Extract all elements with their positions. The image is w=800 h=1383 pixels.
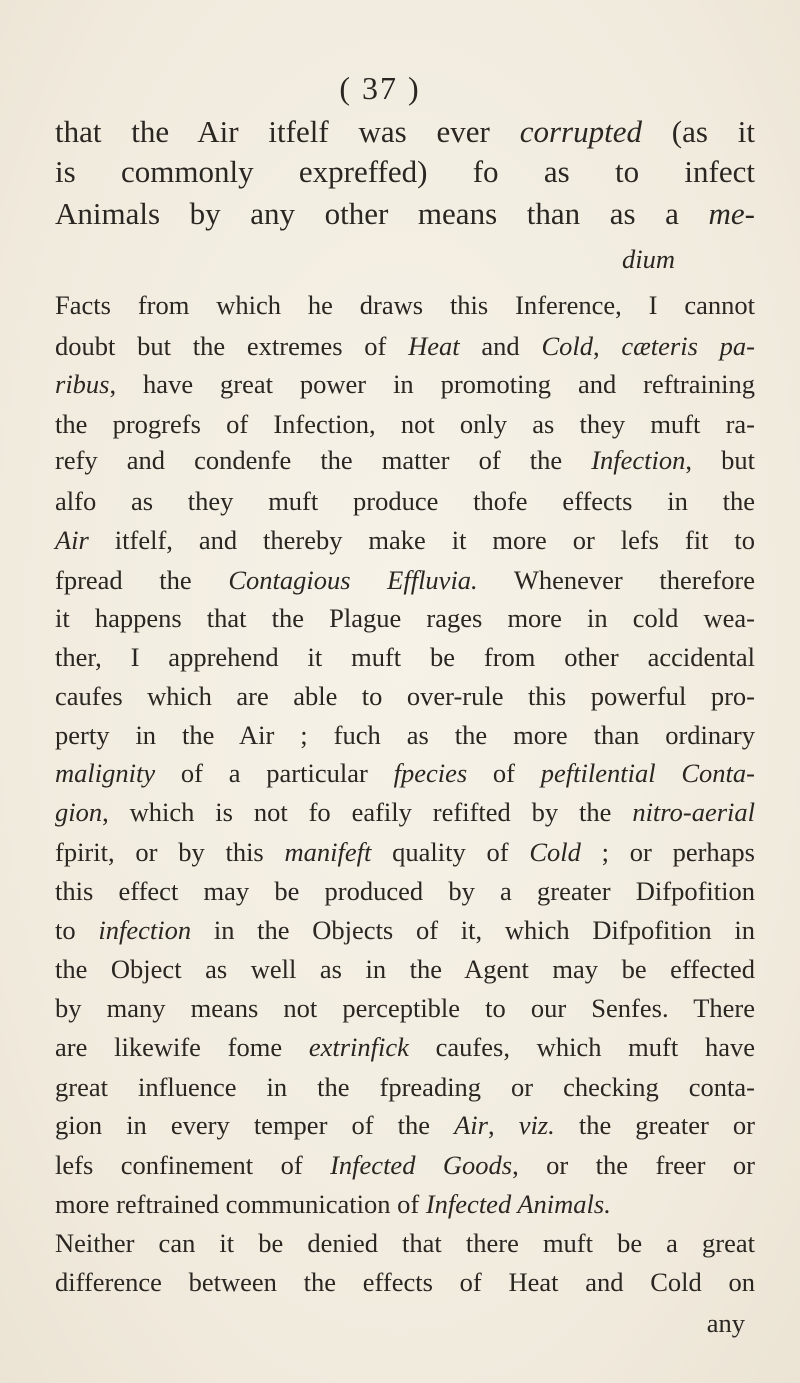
italic-segment: Cold xyxy=(541,331,593,361)
text-segment: doubt but the extremes of xyxy=(55,331,409,361)
text-line xyxy=(55,481,755,521)
text-line xyxy=(55,949,755,989)
text-line xyxy=(55,871,755,911)
italic-segment: Infected Goods xyxy=(330,1150,513,1180)
text-line xyxy=(55,326,755,366)
text-segment: ; or perhaps xyxy=(580,837,755,867)
text-segment: the progrefs of Infection, not only as they muft ra- xyxy=(55,409,755,439)
italic-segment: Air xyxy=(454,1110,488,1140)
text-segment: it happens that the Plague rages more in cold wea- xyxy=(55,603,755,633)
text-segment: more reftrained communication of xyxy=(55,1189,426,1219)
text-segment: caufes, which muft have xyxy=(408,1032,755,1062)
text-segment: , have great power in promoting and reftraining xyxy=(109,369,755,399)
text-segment: this effect may be produced by a greater Difpofition xyxy=(55,876,755,906)
text-segment: lefs confinement of xyxy=(55,1150,331,1180)
italic-segment: dium xyxy=(622,244,675,274)
italic-segment: Heat xyxy=(408,331,460,361)
text-segment: and xyxy=(459,331,542,361)
italic-segment: infection xyxy=(98,915,192,945)
text-line xyxy=(55,404,755,444)
text-segment: alfo as they muft produce thofe effects in the xyxy=(55,486,755,516)
text-segment: to xyxy=(55,915,99,945)
italic-segment: ribus xyxy=(55,369,110,399)
italic-segment: malignity xyxy=(55,758,156,788)
text-segment: , but xyxy=(685,445,755,475)
italic-segment: Infected Animals. xyxy=(425,1189,611,1219)
text-line xyxy=(55,792,755,832)
italic-segment: corrupted xyxy=(519,114,642,149)
text-segment: fpirit, or by this xyxy=(55,837,285,867)
text-segment: , xyxy=(592,331,622,361)
text-line xyxy=(55,1303,755,1343)
italic-segment: fpecies xyxy=(393,758,468,788)
italic-segment: me- xyxy=(708,196,755,231)
text-line xyxy=(55,152,755,192)
italic-segment: nitro-aerial xyxy=(632,797,755,827)
text-line xyxy=(55,364,755,404)
italic-segment: extrinfick xyxy=(308,1032,409,1062)
text-line xyxy=(55,832,755,872)
text-segment: perty in the Air ; fuch as the more than ordinary xyxy=(55,720,755,750)
text-segment: Facts from which he draws this Inference, I cannot xyxy=(55,290,755,320)
text-line xyxy=(55,637,755,677)
text-segment: caufes which are able to over-rule this powerful pro- xyxy=(55,681,755,711)
text-segment: gion in every temper of the xyxy=(55,1110,455,1140)
text-line xyxy=(55,1223,755,1263)
text-line xyxy=(55,988,755,1028)
page-number: ( 37 ) xyxy=(339,70,421,106)
italic-segment: cæteris pa- xyxy=(621,331,756,361)
text-segment: difference between the effects of Heat and Cold on xyxy=(55,1267,755,1297)
text-segment: fpread the xyxy=(55,565,229,595)
text-line xyxy=(55,753,755,793)
text-segment: quality of xyxy=(371,837,530,867)
text-segment: refy and condenfe the matter of the xyxy=(55,445,592,475)
text-line xyxy=(55,715,755,755)
italic-segment: viz. xyxy=(518,1110,555,1140)
text-segment: (as it xyxy=(641,114,755,149)
text-segment: by many means not perceptible to our Senfes. There xyxy=(55,993,755,1023)
text-line xyxy=(55,285,755,325)
text-line xyxy=(55,598,755,638)
italic-segment: Cold xyxy=(529,837,581,867)
italic-segment: peftilential Conta- xyxy=(540,758,755,788)
italic-segment: Air xyxy=(55,525,89,555)
text-segment: of xyxy=(467,758,541,788)
text-line xyxy=(55,560,755,600)
italic-segment: manifeft xyxy=(284,837,372,867)
italic-segment: Infection xyxy=(591,445,686,475)
text-segment: in the Objects of it, which Difpofition in xyxy=(191,915,755,945)
text-segment: Animals by any other means than as a xyxy=(55,196,709,231)
text-segment: Neither can it be denied that there muft be a great xyxy=(55,1228,755,1258)
text-line xyxy=(55,1067,755,1107)
text-line xyxy=(55,440,755,480)
text-line xyxy=(55,112,755,152)
text-segment: great influence in the fpreading or checking conta- xyxy=(55,1072,755,1102)
italic-segment: Contagious Effluvia. xyxy=(228,565,478,595)
text-line xyxy=(55,194,755,234)
text-line xyxy=(55,520,755,560)
text-line xyxy=(55,1105,755,1145)
text-segment: , or the freer or xyxy=(512,1150,755,1180)
text-segment: are likewife fome xyxy=(55,1032,309,1062)
text-line xyxy=(55,676,755,716)
text-segment: is commonly expreffed) fo as to infect xyxy=(55,154,755,189)
text-line xyxy=(55,1184,755,1224)
text-line xyxy=(55,910,755,950)
text-segment: , xyxy=(487,1110,519,1140)
text-segment: , which is not fo eafily refifted by the xyxy=(102,797,633,827)
text-segment: the greater or xyxy=(554,1110,755,1140)
text-line xyxy=(55,1027,755,1067)
text-line xyxy=(55,239,755,279)
text-segment: ther, I apprehend it muft be from other accidental xyxy=(55,642,755,672)
text-segment: of a particular xyxy=(155,758,394,788)
italic-segment: gion xyxy=(55,797,103,827)
text-segment: Whenever therefore xyxy=(477,565,755,595)
text-line xyxy=(55,1262,755,1302)
text-segment: the Object as well as in the Agent may be effected xyxy=(55,954,755,984)
text-segment: that the Air itfelf was ever xyxy=(55,114,520,149)
text-segment: any xyxy=(706,1308,745,1338)
text-segment: itfelf, and thereby make it more or lefs fit to xyxy=(88,525,755,555)
text-line xyxy=(55,1145,755,1185)
